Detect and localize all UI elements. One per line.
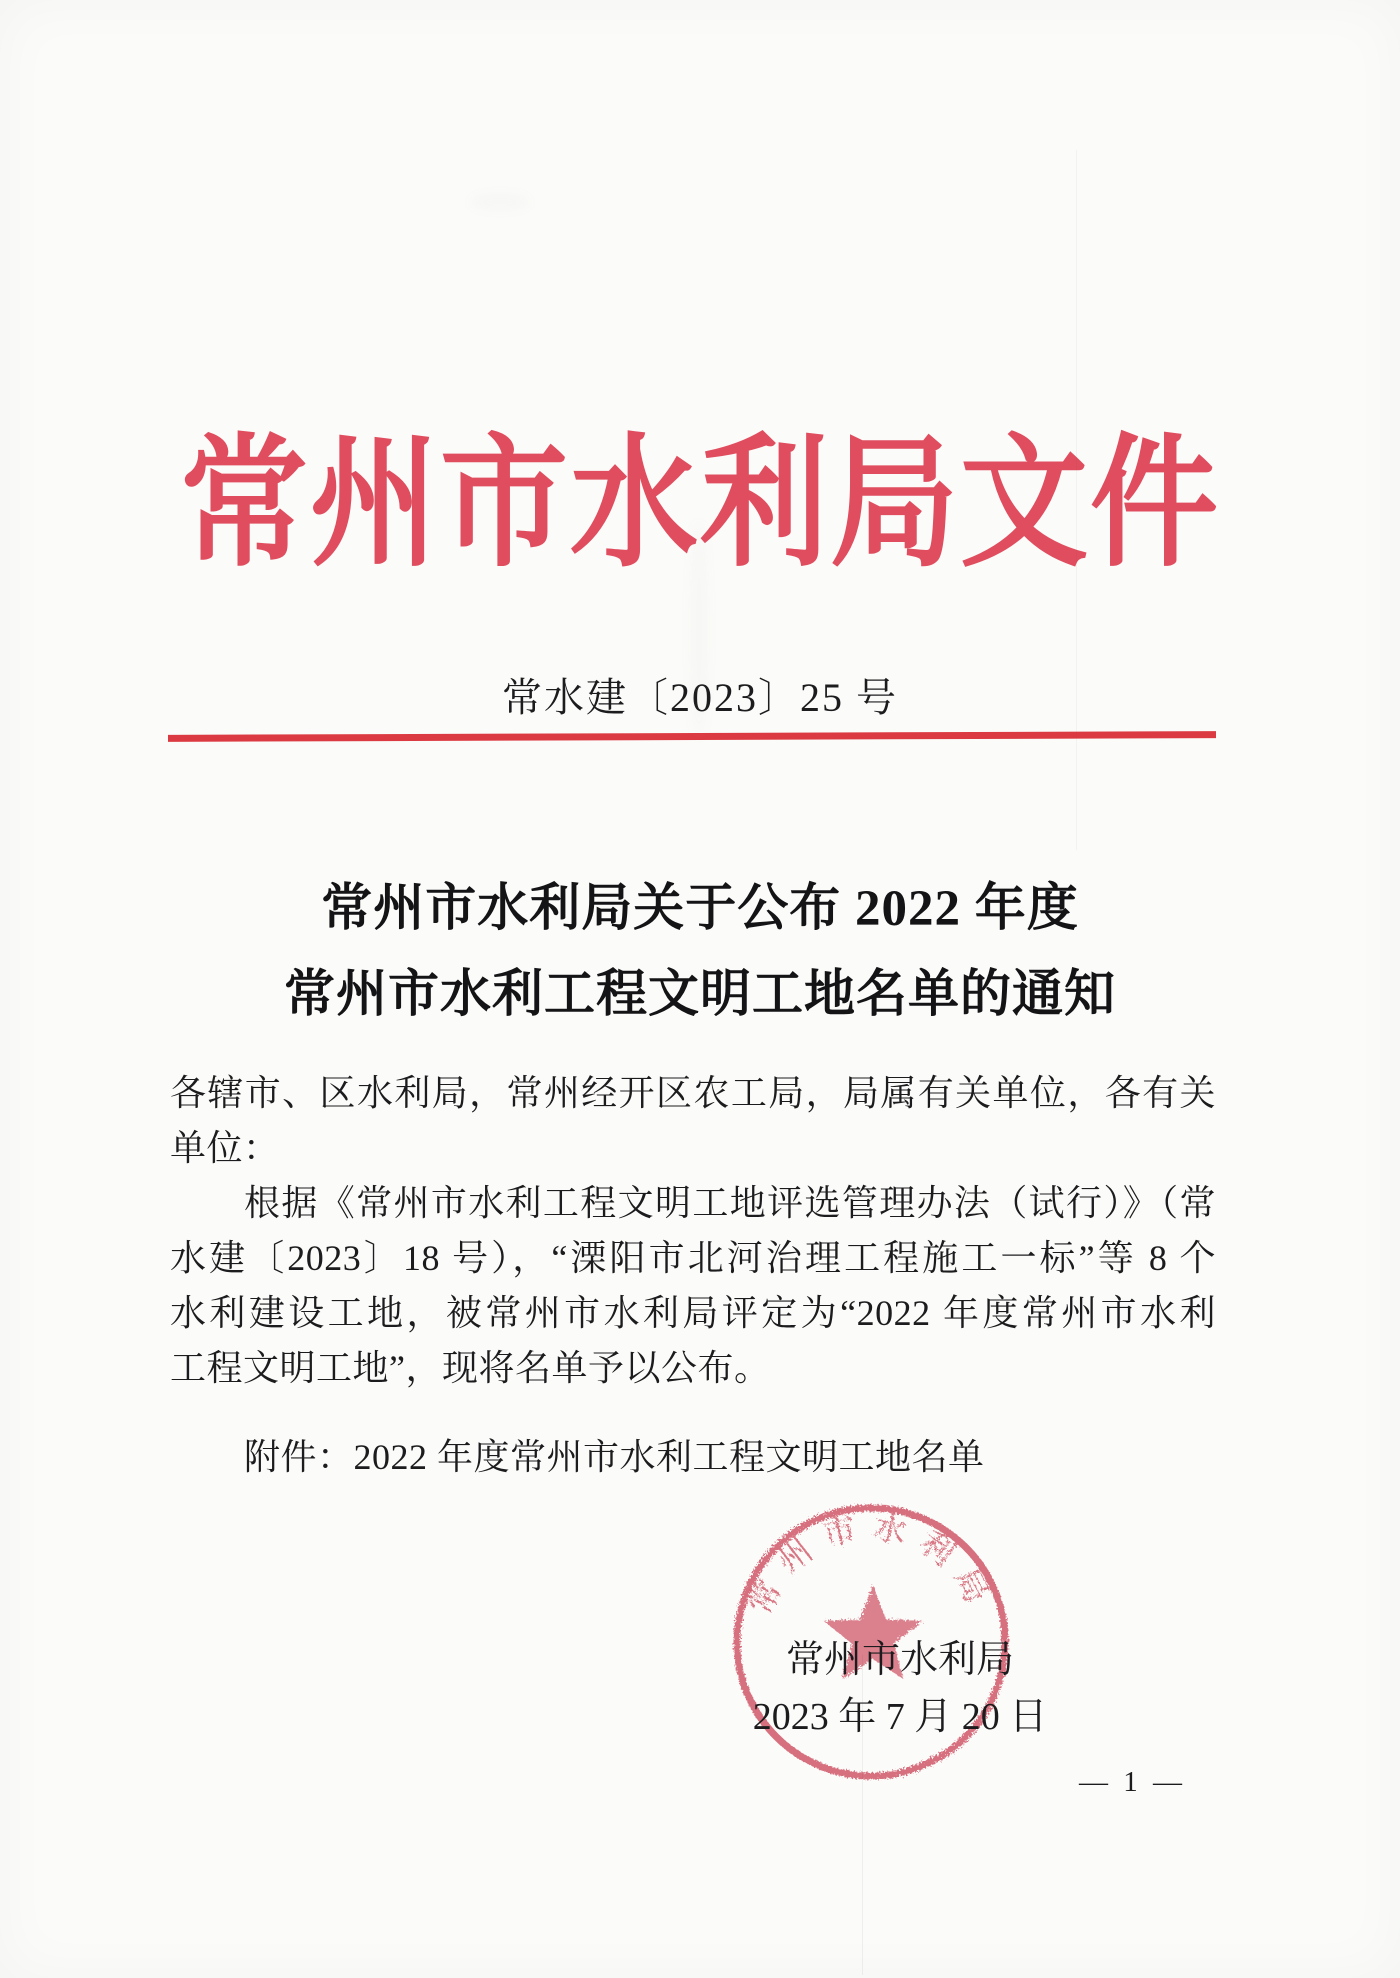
notice-title-line1: 常州市水利局关于公布 2022 年度 [321,881,1079,937]
signature-org: 常州市水利局 [785,1639,1014,1681]
body-line: 水利建设工地，被常州市水利局评定为“2022 年度常州市水利 [170,1293,1216,1333]
signature-block [670,1632,1130,1746]
bleedthrough-artifact [470,195,530,209]
body-text [170,1066,1216,1396]
body-line: 各辖市、区水利局，常州经开区农工局，局属有关单位，各有关 [170,1073,1216,1113]
signature-date: 2023 年 7 月 20 日 [752,1696,1048,1738]
page-number: — 1 — [1079,1766,1186,1798]
notice-title-line2: 常州市水利工程文明工地名单的通知 [283,967,1116,1023]
stamp-arc-text: 常州市水利局 [742,1509,1000,1621]
body-line: 单位： [170,1128,280,1168]
letterhead-title: 常州市水利局文件 [179,424,1220,584]
body-line: 水建〔2023〕18 号），“溧阳市北河治理工程施工一标”等 8 个 [170,1238,1216,1278]
red-separator-line [168,731,1216,742]
attachment-line: 附件：2022 年度常州市水利工程文明工地名单 [244,1437,985,1477]
document-number: 常水建〔2023〕25 号 [502,675,898,720]
body-line: 工程文明工地”，现将名单予以公布。 [170,1348,771,1388]
notice-title [0,866,1400,1038]
body-line: 根据《常州市水利工程文明工地评选管理办法（试行）》（常 [244,1183,1216,1223]
